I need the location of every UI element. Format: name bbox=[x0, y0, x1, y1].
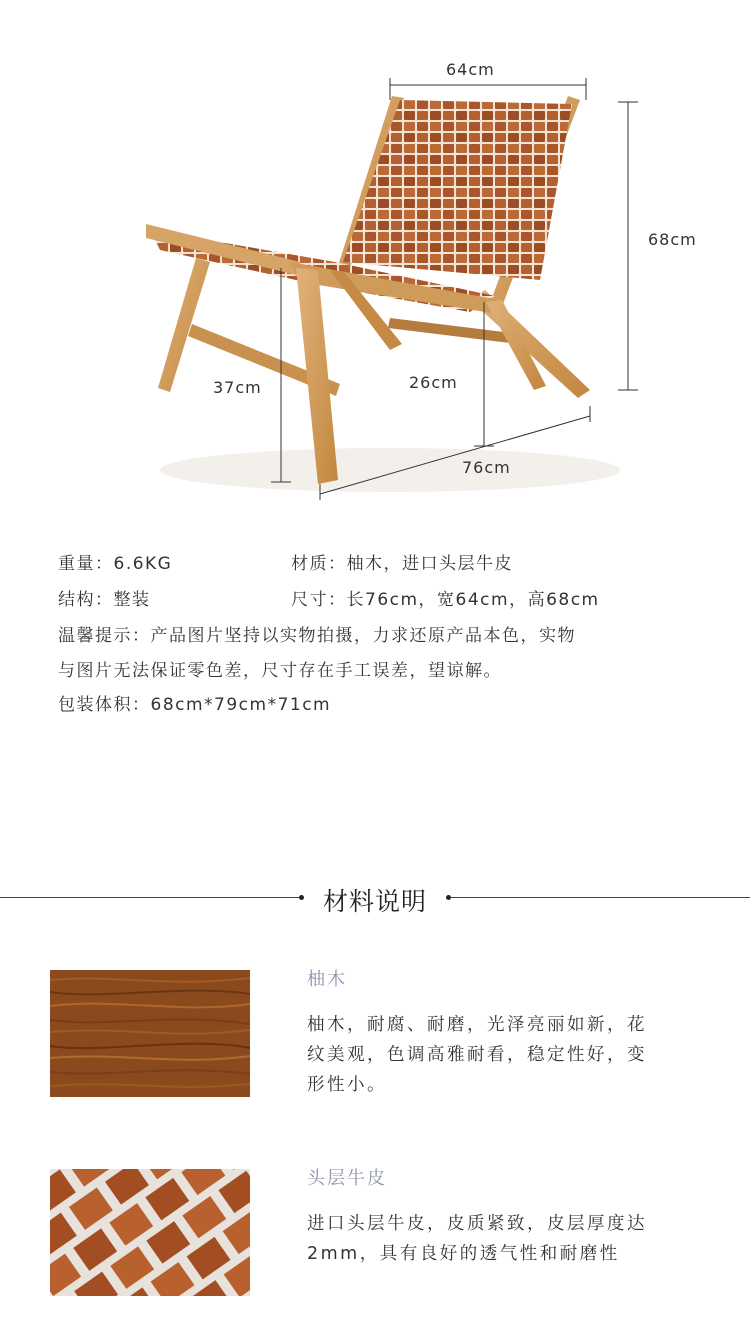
length-dimension-label: 76cm bbox=[462, 458, 511, 477]
note-line-1: 温馨提示：产品图片坚持以实物拍摄，力求还原产品本色，实物 bbox=[58, 626, 576, 646]
woven-leather-texture bbox=[50, 1169, 250, 1296]
material-name-teak: 柚木 bbox=[307, 969, 347, 990]
teak-desc-line: 柚木，耐腐、耐磨，光泽亮丽如新，花 bbox=[307, 1015, 647, 1035]
teak-desc-line: 形性小。 bbox=[307, 1075, 387, 1095]
rear-leg-left bbox=[158, 258, 210, 392]
structure-spec: 结构：整装 bbox=[58, 590, 151, 610]
chair-illustration bbox=[0, 0, 750, 520]
spec-row-2 bbox=[58, 585, 600, 610]
note-line-2: 与图片无法保证零色差，尺寸存在手工误差，望谅解。 bbox=[58, 661, 502, 681]
heading-rule-left bbox=[0, 897, 300, 898]
chair-product-image bbox=[0, 0, 750, 520]
woven-backrest bbox=[343, 100, 572, 280]
height-dimension-label: 68cm bbox=[648, 230, 697, 249]
size-spec: 尺寸：长76cm，宽64cm，高68cm bbox=[291, 590, 600, 610]
spec-row-1 bbox=[58, 549, 513, 574]
leather-desc-line: 2mm，具有良好的透气性和耐磨性 bbox=[307, 1244, 620, 1264]
leather-swatch bbox=[50, 1169, 250, 1296]
teak-wood-swatch bbox=[50, 970, 250, 1097]
material-desc-leather bbox=[307, 1209, 707, 1269]
leather-desc-line: 进口头层牛皮，皮质紧致，皮层厚度达 bbox=[307, 1214, 647, 1234]
teak-wood-texture bbox=[50, 970, 250, 1097]
floor-shadow bbox=[160, 448, 620, 492]
heading-dot-left bbox=[299, 895, 304, 900]
material-name-leather: 头层牛皮 bbox=[307, 1168, 387, 1189]
section-title: 材料说明 bbox=[322, 887, 427, 916]
material-spec: 材质：柚木，进口头层牛皮 bbox=[291, 554, 513, 574]
teak-desc-line: 纹美观，色调高雅耐看，稳定性好，变 bbox=[307, 1045, 647, 1065]
material-desc-teak bbox=[307, 1010, 707, 1100]
package-spec: 包装体积：68cm*79cm*71cm bbox=[58, 695, 332, 715]
seat-depth-dimension-label: 26cm bbox=[409, 373, 458, 392]
width-dimension-label: 64cm bbox=[446, 60, 495, 79]
weight-spec: 重量：6.6KG bbox=[58, 554, 173, 574]
heading-rule-right bbox=[450, 897, 750, 898]
seat-height-dimension-label: 37cm bbox=[213, 378, 262, 397]
